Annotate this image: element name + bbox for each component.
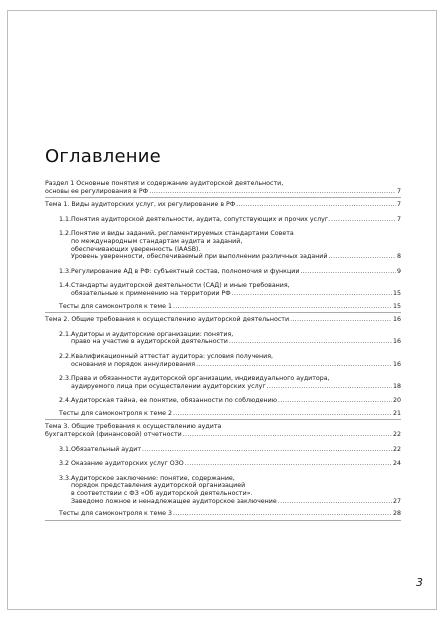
toc-entry-1-2[interactable] (59, 230, 401, 260)
toc-page-number: 16 (392, 360, 401, 368)
toc-item-number: 1.1. (59, 215, 72, 223)
toc-item-number: 2.1. (59, 330, 72, 338)
page-title: Оглавление (45, 146, 161, 167)
toc-line: бухгалтерской (финансовой) отчетности (45, 431, 182, 439)
toc-item-number: 2.4. (59, 397, 72, 405)
toc-line: Квалификационный аттестат аудитора: условия получения, (71, 352, 274, 360)
leader-dots (278, 397, 392, 405)
toc-item-number: 1.3. (59, 267, 72, 275)
toc-page-number: 16 (392, 316, 401, 324)
table-of-contents (45, 180, 401, 524)
toc-line: Тесты для самоконтроля к теме 3 (59, 510, 172, 518)
toc-line: Аудиторское заключение: понятие, содержание, (71, 474, 235, 482)
toc-line: порядок представления аудиторской организацией (71, 482, 246, 490)
toc-page-number: 21 (392, 409, 401, 417)
page-number: 3 (416, 576, 423, 589)
toc-page-number: 28 (392, 510, 401, 518)
toc-item-number: 1.4. (59, 282, 72, 290)
leader-dots (173, 410, 392, 418)
leader-dots (185, 460, 392, 468)
toc-entry-tests-2[interactable] (59, 410, 401, 418)
leader-dots (149, 188, 396, 196)
leader-dots (142, 446, 392, 454)
toc-line: Понятия аудиторской деятельности, аудита, сопутствующих и прочих услуг. (71, 215, 331, 223)
toc-line: Тесты для самоконтроля к теме 1 (59, 302, 172, 310)
toc-line: по международным стандартам аудита и заданий, (71, 237, 243, 245)
toc-item-number: 1.2. (59, 230, 72, 238)
toc-line: обеспечивающих уверенность (IAASB). (71, 245, 201, 253)
toc-page-number: 24 (392, 460, 401, 468)
toc-entry-topic-1[interactable] (45, 201, 401, 209)
toc-line: основы ее регулирования в РФ (45, 187, 149, 195)
toc-page-number: 22 (392, 445, 401, 453)
toc-entry-section-1[interactable] (45, 180, 401, 195)
toc-line: основания и порядок аннулирования (71, 360, 196, 368)
toc-page-number: 27 (392, 497, 401, 505)
toc-line: Аудиторская тайна, ее понятие, обязанности по соблюдению (71, 397, 278, 405)
toc-entry-3-3[interactable] (59, 475, 401, 505)
toc-line: обязательные к применению на территории РФ (71, 289, 231, 297)
toc-line: Тема 1. Виды аудиторских услуг, их регулирование в РФ (45, 201, 236, 209)
toc-line: в соответствии с ФЗ «Об аудиторской деятельности». (71, 490, 253, 498)
toc-entry-2-2[interactable] (59, 353, 401, 368)
toc-item-number: 2.2. (59, 352, 72, 360)
toc-entry-2-3[interactable] (59, 375, 401, 390)
toc-line: Тема 2. Общие требования к осуществлению аудиторской деятельности (45, 316, 290, 324)
toc-page-number: 15 (392, 289, 401, 297)
leader-dots (173, 510, 392, 518)
toc-item-number: 3.2 (59, 460, 70, 468)
toc-line: Права и обязанности аудиторской организации, индивидуального аудитора, (71, 375, 330, 383)
toc-line: Аудиторы и аудиторские организации: понятия, (71, 330, 234, 338)
divider (45, 520, 401, 521)
toc-entry-topic-3[interactable] (45, 423, 401, 438)
toc-page-number: 9 (396, 267, 401, 275)
leader-dots (232, 290, 392, 298)
toc-entry-tests-3[interactable] (59, 510, 401, 518)
leader-dots (183, 431, 392, 439)
toc-entry-1-3[interactable] (59, 268, 401, 276)
toc-line: Тесты для самоконтроля к теме 2 (59, 409, 172, 417)
toc-entry-topic-2[interactable] (45, 316, 401, 324)
leader-dots (300, 268, 396, 276)
leader-dots (278, 498, 392, 506)
toc-entry-3-2[interactable] (59, 460, 401, 468)
leader-dots (236, 201, 396, 209)
toc-page-number: 16 (392, 338, 401, 346)
leader-dots (196, 361, 392, 369)
toc-page-number: 22 (392, 431, 401, 439)
toc-line: Уровень уверенности, обеспечиваемый при выполнении различных заданий (71, 253, 328, 261)
toc-line: Обязательный аудит (71, 445, 141, 453)
divider (45, 197, 401, 198)
toc-entry-1-4[interactable] (59, 282, 401, 297)
toc-line: право на участие в аудиторской деятельности (71, 338, 228, 346)
toc-page-number: 8 (396, 253, 401, 261)
toc-line: аудируемого лица при осуществлении аудиторских услуг (71, 382, 266, 390)
leader-dots (331, 216, 396, 224)
toc-line: Регулирование АД в РФ: субъектный состав, полномочия и функции (71, 267, 300, 275)
toc-page-number: 7 (396, 215, 401, 223)
toc-entry-3-1[interactable] (59, 446, 401, 454)
leader-dots (173, 303, 392, 311)
toc-entry-2-1[interactable] (59, 331, 401, 346)
divider (45, 312, 401, 313)
toc-page-number: 7 (396, 187, 401, 195)
toc-line: Тема 3. Общие требования к осуществлению аудита (45, 423, 222, 431)
divider (45, 419, 401, 420)
leader-dots (329, 253, 396, 261)
toc-line: Заведомо ложное и ненадлежащее аудиторское заключение (71, 497, 277, 505)
toc-page-number: 18 (392, 382, 401, 390)
toc-line: Раздел 1 Основные понятия и содержание аудиторской деятельности, (45, 180, 284, 187)
toc-page-number: 7 (396, 201, 401, 209)
toc-page-number: 15 (392, 302, 401, 310)
toc-item-number: 2.3. (59, 375, 72, 383)
toc-item-number: 3.3. (59, 474, 72, 482)
toc-entry-tests-1[interactable] (59, 303, 401, 311)
toc-line: Стандарты аудиторской деятельности (САД) и иные требования, (71, 282, 290, 290)
leader-dots (290, 316, 392, 324)
leader-dots (267, 383, 392, 391)
toc-page-number: 20 (392, 397, 401, 405)
toc-item-number: 3.1. (59, 445, 72, 453)
toc-entry-1-1[interactable] (59, 216, 401, 224)
toc-entry-2-4[interactable] (59, 397, 401, 405)
toc-line: Оказание аудиторских услуг ОЗО (71, 460, 184, 468)
leader-dots (229, 338, 392, 346)
toc-line: Понятие и виды заданий, регламентируемых стандартами Совета (71, 230, 294, 238)
